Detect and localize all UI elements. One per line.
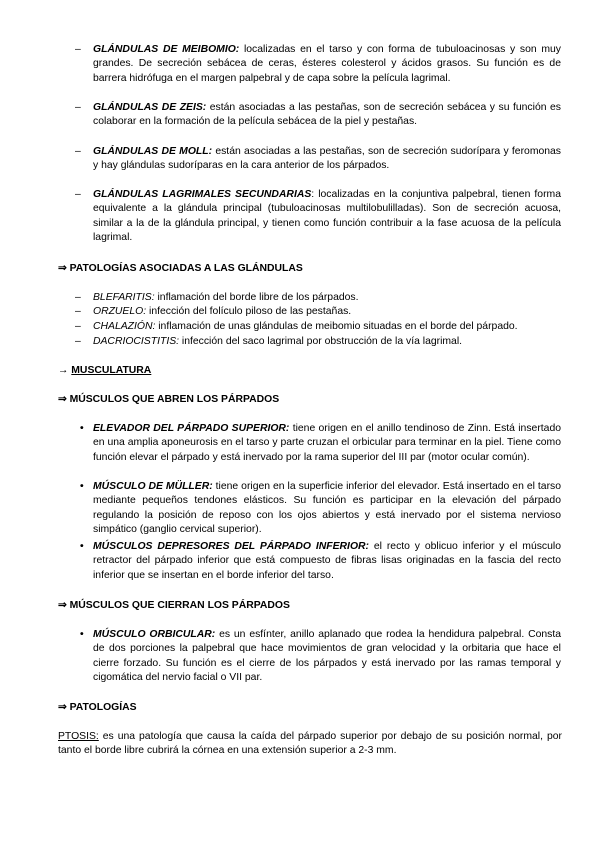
bullet: • [80,423,84,434]
gland-item-moll: GLÁNDULAS DE MOLL: están asociadas a las pestañas, son de secreción sudorípara y feromonas y hay glándulas sudoríparas en la cara anterior de los párpados. [93,146,562,172]
list-dash: – [75,102,81,113]
muscle-item-elevador: ELEVADOR DEL PÁRPADO SUPERIOR: tiene origen en el anillo tendinoso de Zinn. Está insertado en una amplia aponeurosis en el tarso y parte cruzan el orbicular para terminar en la piel. Tiene como función elevar el párpado y está inervado por la rama superior del III par (motor ocular común). [93,423,561,463]
section-heading-close-muscles: ⇒ MÚSCULOS QUE CIERRAN LOS PÁRPADOS [58,600,290,611]
pathology-item-orzuelo: ORZUELO: infección del folículo piloso de las pestañas. [93,306,352,317]
section-heading-open-muscles: ⇒ MÚSCULOS QUE ABREN LOS PÁRPADOS [58,394,280,405]
list-dash: – [75,321,81,332]
section-heading-pathologies: ⇒ PATOLOGÍAS [58,702,137,713]
bullet: • [80,629,84,640]
bullet: • [80,541,84,552]
muscle-item-orbicular: MÚSCULO ORBICULAR: es un esfínter, anillo aplanado que rodea la hendidura palpebral. Consta de dos porciones la palpebral que hace movimientos de gran velocidad y la orbitaria que hace el cierre forzado. Su función es el cierre de los párpados y está inervado por las ramas temporal y cigomática del nervio facial o VII par. [93,629,561,683]
pathology-item-dacriocistitis: DACRIOCISTITIS: infección del saco lagrimal por obstrucción de la vía lagrimal. [93,336,463,347]
list-dash: – [75,336,81,347]
list-dash: – [75,306,81,317]
muscle-item-muller: MÚSCULO DE MÜLLER: tiene origen en la superficie inferior del elevador. Está insertado en el tarso mediante pequeños tendones elásticos. Su función es participar en la elevación del párpado regulando la posición de reposo con los ojos abiertos y está inervado por el sistema nervioso simpático (ganglio cervical superior). [93,481,562,535]
gland-item-zeis: GLÁNDULAS DE ZEIS: están asociadas a las pestañas, son de secreción sebácea y su función es colaborar en la formación de la película sebácea de la piel y pestañas. [93,102,561,128]
bullet: • [80,481,84,492]
ptosis-paragraph: PTOSIS: es una patología que causa la caída del párpado superior por debajo de su posición normal, por tanto el borde libre cubrirá la córnea en una extensión superior a 2-3 mm. [58,731,562,757]
muscle-item-depresores: MÚSCULOS DEPRESORES DEL PÁRPADO INFERIOR: el recto y oblicuo inferior y el músculo retractor del párpado inferior que está compuesto de fibras lisas originadas en la fascia del recto inferior que se insertan en el borde inferior del tarso. [93,541,561,581]
pathology-item-blefaritis: BLEFARITIS: inflamación del borde libre de los párpados. [93,292,359,303]
gland-item-lagrimales: GLÁNDULAS LAGRIMALES SECUNDARIAS: localizadas en la conjuntiva palpebral, tienen forma equivalente a la glándula principal (tubuloacinosas multilobulilladas). Son de secreción acuosa, similar a la de la glándula principal, y tienen como función contribuir a la fase acuosa de la película lagrimal. [93,189,561,243]
list-dash: – [75,44,81,55]
list-dash: – [75,292,81,303]
section-heading-musculature: → MUSCULATURA [58,365,152,376]
pathology-item-chalazion: CHALAZIÓN: inflamación de unas glándulas de meibomio situadas en el borde del párpado. [93,321,518,332]
list-dash: – [75,146,81,157]
list-dash: – [75,189,81,200]
section-heading-pathologies-glands: ⇒ PATOLOGÍAS ASOCIADAS A LAS GLÁNDULAS [58,263,303,274]
gland-item-meibomio: GLÁNDULAS DE MEIBOMIO: localizadas en el tarso y con forma de tubuloacinosas y son muy grandes. De secreción sebácea de ceras, ésteres colesterol y ácidos grasos. Su función es de barrera hidrófuga en el margen palpebral y de capa sobre la película lagrimal. [93,44,561,84]
